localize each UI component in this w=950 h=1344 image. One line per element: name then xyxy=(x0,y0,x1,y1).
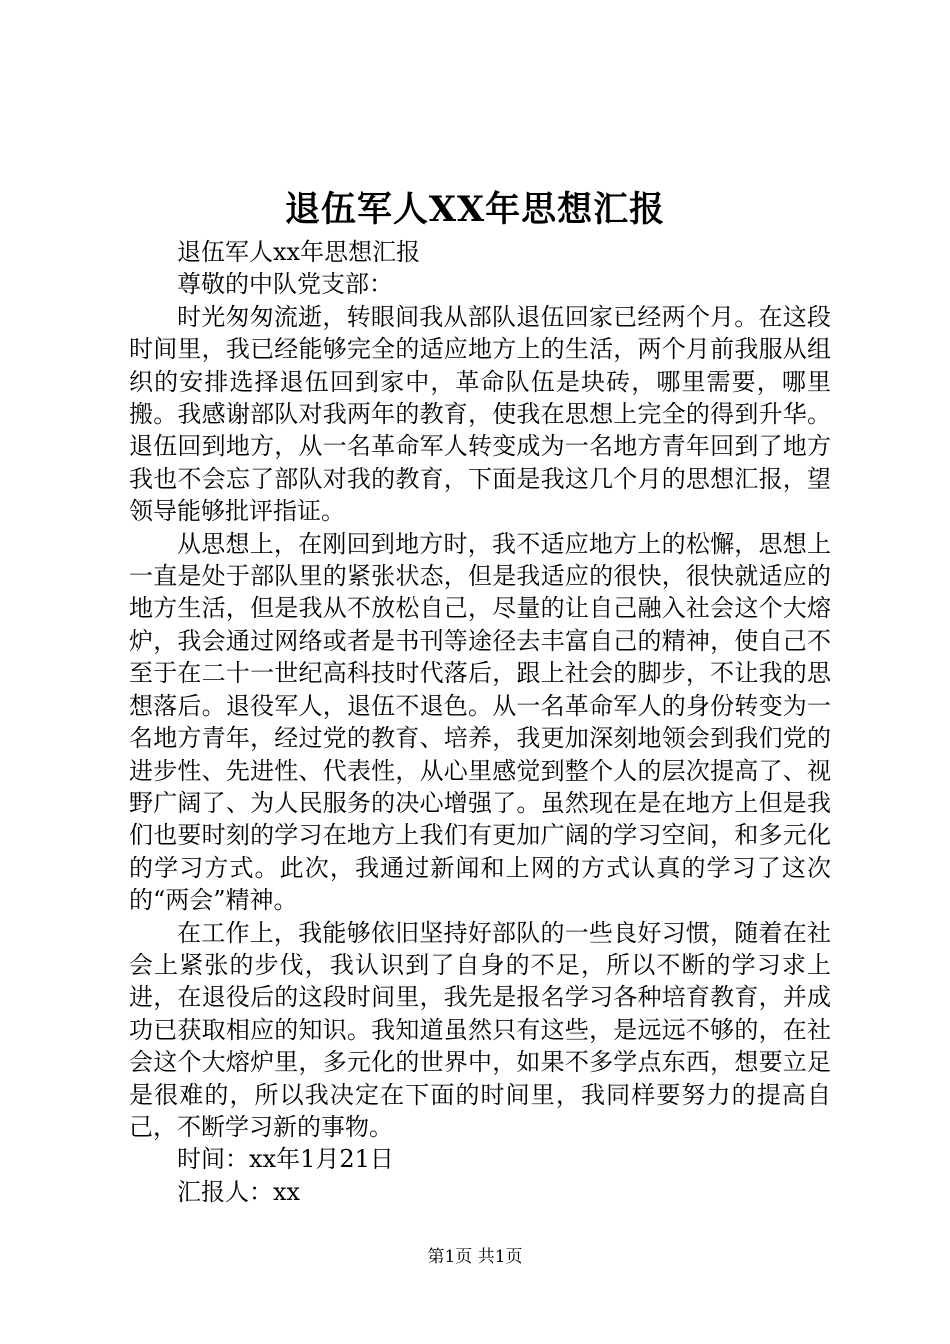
paragraph-3: 在工作上，我能够依旧坚持好部队的一些良好习惯，随着在社会上紧张的步伐，我认识到了自身的不足，所以不断的学习求上进，在退役后的这段时间里，我先是报名学习各种培育教育，并成功已获取相应的知识。我知道虽然只有这些，是远远不够的，在社会这个大熔炉里，多元化的世界中，如果不多学点东西，想要立足是很难的，所以我决定在下面的时间里，我同样要努力的提高自己，不断学习新的事物。 xyxy=(129,918,831,1141)
paragraph-1: 时光匆匆流逝，转眼间我从部队退伍回家已经两个月。在这段时间里，我已经能够完全的适应地方上的生活，两个月前我服从组织的安排选择退伍回到家中，革命队伍是块砖，哪里需要，哪里搬。我感谢部队对我两年的教育，使我在思想上完全的得到升华。退伍回到地方，从一名革命军人转变成为一名地方青年回到了地方我也不会忘了部队对我的教育，下面是我这几个月的思想汇报，望领导能够批评指证。 xyxy=(129,302,831,526)
document-body xyxy=(129,236,831,1208)
document-title: 退伍军人XX年思想汇报 xyxy=(284,189,666,230)
page-footer: 第1页 共1页 xyxy=(427,1247,523,1267)
document-subtitle: 退伍军人xx年思想汇报 xyxy=(177,238,421,266)
paragraph-2: 从思想上，在刚回到地方时，我不适应地方上的松懈，思想上一直是处于部队里的紧张状态，但是我适应的很快，很快就适应的地方生活，但是我从不放松自己，尽量的让自己融入社会这个大熔炉，我会通过网络或者是书刊等途径去丰富自己的精神，使自己不至于在二十一世纪高科技时代落后，跟上社会的脚步，不让我的思想落后。退役军人，退伍不退色。从一名革命军人的身份转变为一名地方青年，经过党的教育、培养，我更加深刻地领会到我们党的进步性、先进性、代表性，从心里感觉到整个人的层次提高了、视野广阔了、为人民服务的决心增强了。虽然现在是在地方上但是我们也要时刻的学习在地方上我们有更加广阔的学习空间，和多元化的学习方式。此次，我通过新闻和上网的方式认真的学习了这次的“两会”精神。 xyxy=(129,529,831,915)
reporter-line: 汇报人：xx xyxy=(177,1177,301,1206)
salutation: 尊敬的中队党支部： xyxy=(177,270,393,299)
date-line: 时间：xx年1月21日 xyxy=(177,1145,394,1174)
